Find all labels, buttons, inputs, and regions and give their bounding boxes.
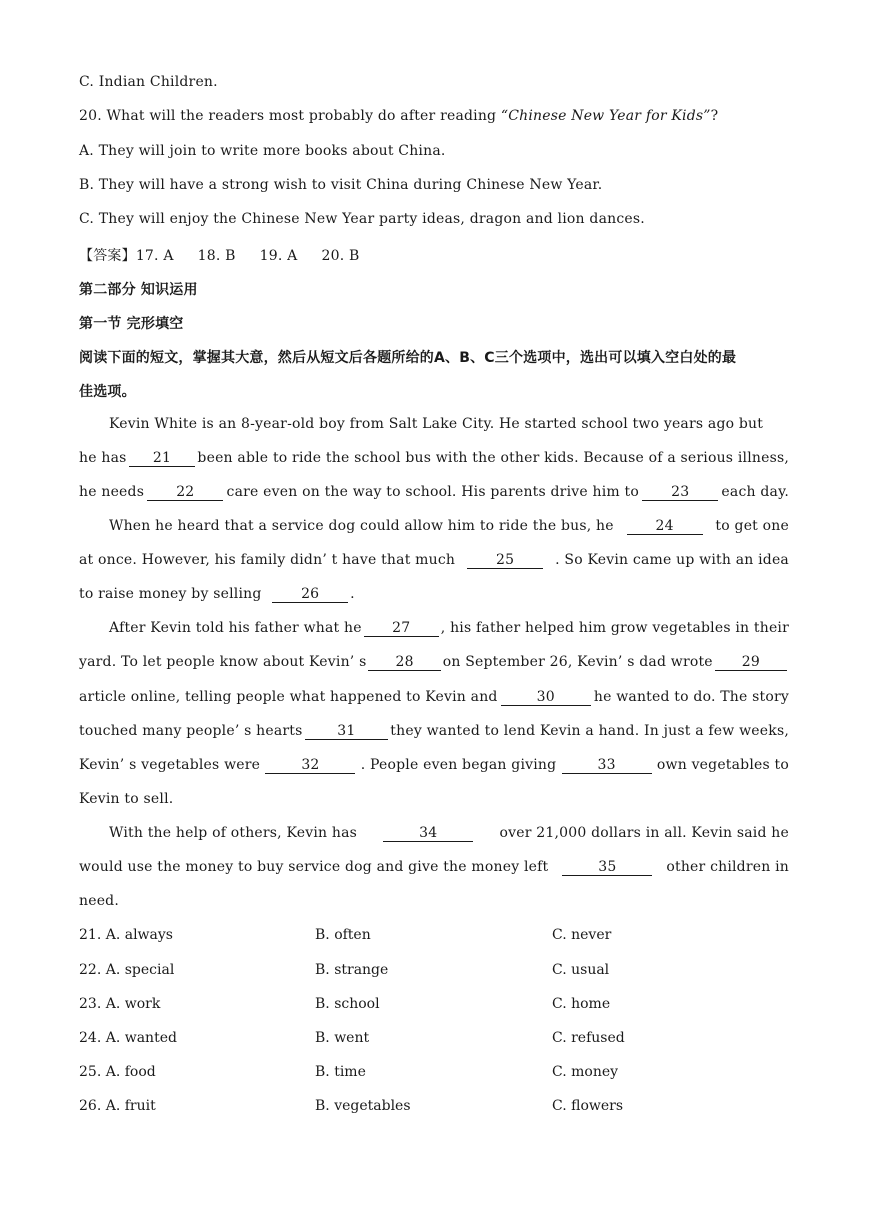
blank-27: 27 — [364, 620, 439, 637]
option-21-a: 21. A. always — [79, 927, 173, 943]
option-23-c: C. home — [552, 996, 611, 1012]
passage-line-12: Kevin to sell. — [79, 791, 174, 807]
answer-20: 20. B — [321, 248, 360, 264]
instruction-line-2: 佳选项。 — [79, 384, 136, 400]
blank-22: 22 — [147, 484, 223, 501]
option-25-c: C. money — [552, 1064, 619, 1080]
option-22-c: C. usual — [552, 962, 610, 978]
answer-label: 【答案】 — [79, 248, 136, 264]
q20-book-title: “Chinese New Year for Kids” — [500, 108, 711, 124]
passage-text: With the help of others, Kevin has — [109, 825, 358, 841]
option-23-a: 23. A. work — [79, 996, 161, 1012]
passage-text: touched many people’ s hearts — [79, 723, 303, 739]
part-two-heading: 第二部分 知识运用 — [79, 282, 198, 298]
q20-stem-text: 20. What will the readers most probably do after reading — [79, 108, 501, 124]
blank-32: 32 — [265, 757, 355, 774]
q20-option-b: B. They will have a strong wish to visit China during Chinese New Year. — [79, 177, 603, 193]
passage-line-10 — [79, 723, 789, 740]
passage-text: to raise money by selling — [79, 586, 262, 602]
passage-line-11 — [79, 757, 789, 774]
option-26-c: C. flowers — [552, 1098, 624, 1114]
blank-35: 35 — [562, 859, 652, 876]
passage-text: own vegetables to — [656, 757, 789, 773]
passage-text: . People even began giving — [360, 757, 557, 773]
passage-text: article online, telling people what happened to Kevin and — [79, 689, 498, 705]
answer-19: 19. A — [259, 248, 298, 264]
option-26-a: 26. A. fruit — [79, 1098, 156, 1114]
passage-line-8 — [79, 654, 789, 671]
blank-30: 30 — [501, 689, 591, 706]
option-24-a: 24. A. wanted — [79, 1030, 177, 1046]
passage-text: each day. — [721, 484, 789, 500]
blank-34: 34 — [383, 825, 473, 842]
q19-option-c: C. Indian Children. — [79, 74, 218, 90]
passage-text: they wanted to lend Kevin a hand. In just a few weeks, — [390, 723, 789, 739]
option-24-b: B. went — [315, 1030, 370, 1046]
passage-text: other children in — [666, 859, 789, 875]
answer-17: 17. A — [135, 248, 174, 264]
passage-text: Kevin’ s vegetables were — [79, 757, 261, 773]
option-21-c: C. never — [552, 927, 612, 943]
option-23-b: B. school — [315, 996, 380, 1012]
passage-text: he needs — [79, 484, 145, 500]
passage-line-5 — [79, 552, 789, 569]
passage-text: on September 26, Kevin’ s dad wrote — [442, 654, 713, 670]
blank-23: 23 — [642, 484, 718, 501]
blank-26: 26 — [272, 586, 348, 603]
option-25-a: 25. A. food — [79, 1064, 156, 1080]
passage-line-3 — [79, 484, 789, 501]
passage-text: . So Kevin came up with an idea — [555, 552, 789, 568]
passage-text: yard. To let people know about Kevin’ s — [79, 654, 367, 670]
answer-18: 18. B — [197, 248, 236, 264]
passage-line-4 — [109, 518, 789, 535]
blank-31: 31 — [305, 723, 389, 740]
option-21-b: B. often — [315, 927, 371, 943]
option-24-c: C. refused — [552, 1030, 625, 1046]
passage-text: When he heard that a service dog could allow him to ride the bus, he — [109, 518, 614, 534]
passage-line-1: Kevin White is an 8-year-old boy from Salt Lake City. He started school two years ago but — [109, 416, 764, 432]
passage-text: . — [350, 586, 355, 602]
blank-33: 33 — [562, 757, 652, 774]
passage-text: care even on the way to school. His parents drive him to — [226, 484, 639, 500]
blank-25: 25 — [467, 552, 543, 569]
blank-24: 24 — [627, 518, 703, 535]
passage-text: over 21,000 dollars in all. Kevin said he — [499, 825, 789, 841]
passage-text: to get one — [715, 518, 789, 534]
passage-line-7 — [109, 620, 789, 637]
passage-text: , his father helped him grow vegetables in their — [440, 620, 789, 636]
passage-text: he wanted to do. The story — [593, 689, 789, 705]
section-one-heading: 第一节 完形填空 — [79, 316, 184, 332]
passage-line-9 — [79, 689, 789, 706]
passage-line-2 — [79, 450, 789, 467]
instruction-line-1: 阅读下面的短文，掌握其大意，然后从短文后各题所给的A、B、C三个选项中，选出可以填入空白处的最 — [79, 350, 737, 366]
option-25-b: B. time — [315, 1064, 366, 1080]
passage-text: at once. However, his family didn’ t have that much — [79, 552, 456, 568]
q20-option-c: C. They will enjoy the Chinese New Year party ideas, dragon and lion dances. — [79, 211, 645, 227]
blank-28: 28 — [368, 654, 440, 671]
answer-key — [79, 245, 384, 265]
q20-stem-end: ? — [710, 108, 719, 124]
q20-option-a: A. They will join to write more books about China. — [79, 143, 446, 159]
passage-line-13 — [109, 825, 789, 842]
q20-stem — [79, 108, 718, 124]
blank-21: 21 — [129, 450, 196, 467]
passage-text: would use the money to buy service dog and give the money left — [79, 859, 549, 875]
blank-29: 29 — [715, 654, 787, 671]
passage-text: he has — [79, 450, 127, 466]
passage-text: After Kevin told his father what he — [109, 620, 362, 636]
option-22-a: 22. A. special — [79, 962, 175, 978]
passage-line-14 — [79, 859, 789, 876]
option-22-b: B. strange — [315, 962, 389, 978]
passage-line-6 — [79, 586, 355, 603]
passage-line-15: need. — [79, 893, 119, 909]
option-26-b: B. vegetables — [315, 1098, 411, 1114]
passage-text: been able to ride the school bus with the other kids. Because of a serious illness, — [197, 450, 789, 466]
